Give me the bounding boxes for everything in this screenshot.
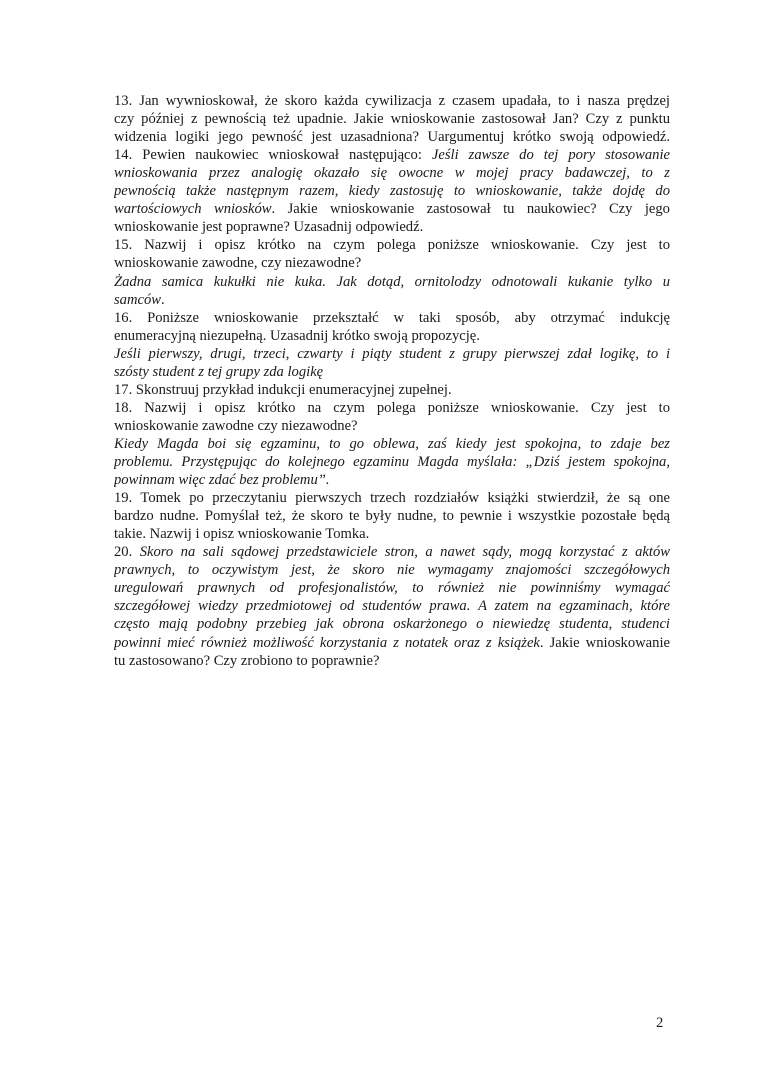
text-segment: tu zastosowano? Czy zrobiono to poprawnie? (114, 652, 380, 669)
text-line (114, 579, 670, 597)
text-line (114, 273, 670, 291)
text-line (114, 327, 670, 345)
text-line (114, 345, 670, 363)
italic-text: uregulowań prawnych od profesjonalistów, to również nie powinniśmy wymagać (114, 580, 670, 597)
text-line (114, 615, 670, 633)
text-line (114, 489, 670, 507)
text-line (114, 218, 670, 236)
text-line (114, 525, 670, 543)
text-segment: enumeracyjną niezupełną. Uzasadnij krótko swoją propozycję. (114, 327, 480, 344)
text-line (114, 381, 670, 399)
italic-text: szósty student z tej grupy zda logikę (114, 363, 324, 380)
italic-text: Żadna samica kukułki nie kuka. Jak dotąd, ornitolodzy odnotowali kukanie tylko u (114, 273, 670, 290)
text-line (114, 634, 670, 652)
text-line (114, 597, 670, 615)
italic-text: wartościowych wniosków (114, 201, 272, 218)
italic-text: Jeśli pierwszy, drugi, trzeci, czwarty i piąty student z grupy pierwszej zdał logikę, to i (114, 345, 670, 362)
text-line (114, 417, 670, 435)
italic-text: powinni mieć również możliwość korzystania z notatek oraz z książek (114, 634, 540, 651)
text-line (114, 182, 670, 200)
text-line (114, 254, 670, 272)
text-segment: takie. Nazwij i opisz wnioskowanie Tomka. (114, 526, 370, 543)
text-line (114, 164, 670, 182)
text-segment: wnioskowanie zawodne czy niezawodne? (114, 417, 358, 434)
text-line (114, 309, 670, 327)
text-segment: 19. Tomek po przeczytaniu pierwszych trzech rozdziałów książki stwierdził, że są one (114, 490, 670, 507)
text-line (114, 507, 670, 525)
text-line (114, 399, 670, 417)
text-segment: widzenia logiki jego pewność jest uzasadniona? Uargumentuj krótko swoją odpowiedź. (114, 129, 670, 146)
text-segment: czy później z pewnością też upadnie. Jakie wnioskowanie zastosował Jan? Czy z punktu (114, 111, 670, 128)
italic-text: wnioskowania przez analogię okazało się owocne w mojej pracy badawczej, to z (114, 165, 670, 182)
text-segment: wnioskowanie zawodne, czy niezawodne? (114, 255, 362, 272)
italic-text: szczegółowej wiedzy przedmiotowej od studentów prawa. A zatem na egzaminach, które (114, 598, 670, 615)
text-line (114, 92, 670, 110)
page-number: 2 (656, 1015, 664, 1031)
text-line (114, 146, 670, 164)
text-segment: . Jakie wnioskowanie zastosował tu naukowiec? Czy jego (271, 201, 670, 218)
text-line (114, 435, 670, 453)
text-segment: wnioskowanie jest poprawne? Uzasadnij odpowiedź. (114, 219, 424, 236)
text-segment: 16. Poniższe wnioskowanie przekształć w taki sposób, aby otrzymać indukcję (114, 309, 670, 326)
italic-text: Kiedy Magda boi się egzaminu, to go oblewa, zaś kiedy jest spokojna, to zdaje bez (114, 435, 670, 452)
italic-text: pewnością także następnym razem, kiedy zastosuję to wnioskowanie, także dojdę do (114, 183, 670, 200)
text-segment: . (161, 291, 165, 308)
text-line (114, 363, 670, 381)
text-segment: 17. Skonstruuj przykład indukcji enumeracyjnej zupełnej. (114, 381, 452, 398)
text-line (114, 291, 670, 309)
text-segment: 15. Nazwij i opisz krótko na czym polega poniższe wnioskowanie. Czy jest to (114, 237, 670, 254)
italic-text: Jeśli zawsze do tej pory stosowanie (431, 147, 670, 164)
text-segment: 20. (114, 544, 140, 561)
italic-text: problemu. Przystępując do kolejnego egzaminu Magda myślała: „Dziś jestem spokojna, (114, 454, 670, 470)
italic-text: prawnych, to oczywistym jest, że skoro nie wymagamy znajomości szczegółowych (114, 562, 670, 579)
text-segment: 18. Nazwij i opisz krótko na czym polega poniższe wnioskowanie. Czy jest to (114, 399, 670, 416)
italic-text: samców (114, 291, 162, 308)
italic-text: Skoro na sali sądowej przedstawiciele stron, a nawet sądy, mogą korzystać z aktów (139, 544, 670, 561)
text-line (114, 652, 670, 670)
text-segment: 13. Jan wywnioskował, że skoro każda cywilizacja z czasem upadała, to i nasza prędzej (114, 93, 670, 109)
italic-text: często mają podobny przebieg jak obrona oskarżonego o niewiedzę studenta, studenci (114, 616, 670, 633)
text-line (114, 128, 670, 146)
text-line (114, 236, 670, 254)
text-line (114, 471, 670, 489)
text-segment: bardzo nudne. Pomyślał też, że skoro te były nudne, to pewnie i wszystkie pozostałe będą (114, 508, 670, 525)
italic-text: powinnam więc zdać bez problemu”. (114, 472, 330, 489)
text-line (114, 561, 670, 579)
text-line (114, 453, 670, 471)
text-segment: . Jakie wnioskowanie (539, 634, 670, 651)
text-line (114, 543, 670, 561)
text-line (114, 110, 670, 128)
text-line (114, 200, 670, 218)
text-segment: 14. Pewien naukowiec wnioskował następująco: (114, 147, 432, 164)
